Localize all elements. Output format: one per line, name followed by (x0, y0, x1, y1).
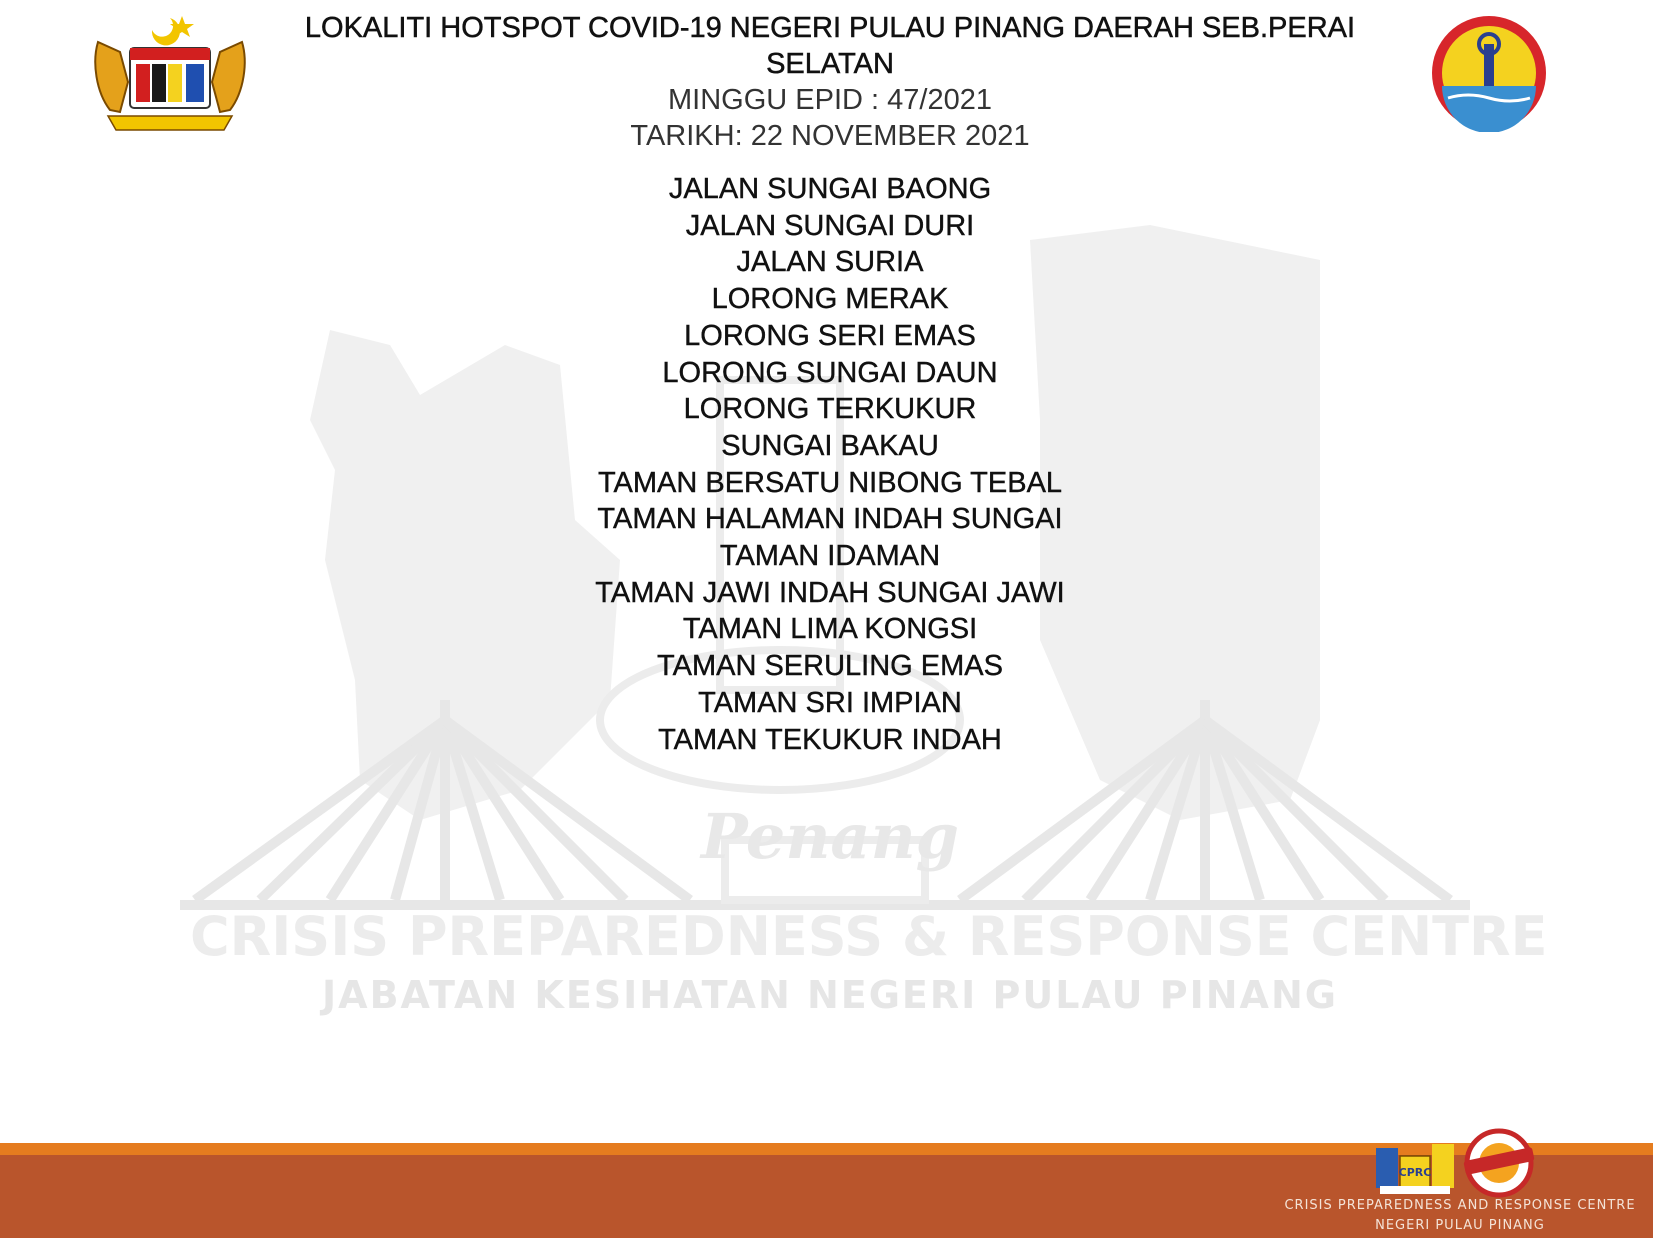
epid-week-label: MINGGU EPID : 47/2021 (668, 84, 992, 116)
list-item: JALAN SUNGAI BAONG (668, 173, 992, 205)
list-item: TAMAN JAWI INDAH SUNGAI JAWI (595, 576, 1065, 609)
list-item: JALAN SUNGAI DURI (685, 209, 975, 242)
footer-org-name (1270, 1196, 1650, 1236)
list-item: TAMAN IDAMAN (719, 540, 941, 573)
footer-line-2: NEGERI PULAU PINANG (1375, 1218, 1545, 1233)
footer-line-1: CRISIS PREPAREDNESS AND RESPONSE CENTRE (1284, 1198, 1636, 1213)
page-title: LOKALITI HOTSPOT COVID-19 NEGERI PULAU PINANG DAERAH SEB.PERAI SELATAN (304, 12, 1356, 80)
list-item: TAMAN HALAMAN INDAH SUNGAI (597, 503, 1063, 536)
list-item: LORONG SUNGAI DAUN (662, 356, 998, 389)
list-item: TAMAN SRI IMPIAN (698, 686, 962, 719)
watermark-title: CRISIS PREPAREDNESS & RESPONSE CENTRE (190, 905, 1548, 968)
list-item: TAMAN SERULING EMAS (657, 650, 1003, 683)
list-item: SUNGAI BAKAU (721, 429, 939, 462)
cprc-logo-icon (1370, 1136, 1460, 1196)
penang-state-seal-icon (1428, 14, 1550, 132)
list-item: TAMAN LIMA KONGSI (682, 613, 978, 646)
malaysia-coat-of-arms-icon (90, 12, 250, 134)
penang-lawan-covid-logo-icon (1462, 1128, 1536, 1198)
list-item: JALAN SURIA (736, 246, 924, 279)
list-item: TAMAN BERSATU NIBONG TEBAL (597, 466, 1063, 499)
watermark-subtitle: JABATAN KESIHATAN NEGERI PULAU PINANG (322, 973, 1338, 1017)
list-item: LORONG SERI EMAS (684, 319, 976, 352)
date-label: TARIKH: 22 NOVEMBER 2021 (630, 120, 1030, 152)
watermark-script: Penang (700, 800, 960, 873)
list-item: TAMAN TEKUKUR INDAH (658, 723, 1002, 756)
list-item: LORONG MERAK (711, 283, 949, 316)
list-item: LORONG TERKUKUR (683, 393, 977, 426)
cprc-logo-text: CPRC (1398, 1166, 1432, 1179)
hotspot-locality-list (530, 171, 1130, 758)
